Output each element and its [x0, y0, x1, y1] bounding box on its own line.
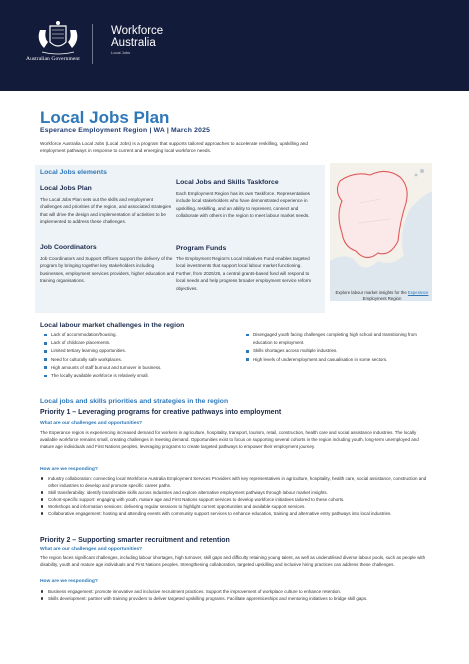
- list-item: Lack of childcare placements.: [44, 339, 234, 347]
- region-map: [330, 163, 432, 301]
- header-banner: [0, 0, 469, 91]
- list-item: Lack of accommodation/housing.: [44, 331, 234, 339]
- header-divider: [92, 24, 93, 64]
- map-caption-suffix: Employment Region: [362, 296, 402, 301]
- priority-2-title: Priority 2 – Supporting smarter recruitment and retention: [40, 537, 230, 544]
- elements-heading: Local Jobs elements: [40, 169, 107, 176]
- list-item: High amounts of staff burnout and turnover in business.: [44, 364, 234, 372]
- workforce-australia-logo: [111, 25, 163, 55]
- list-item: Need for culturally safe workplaces.: [44, 356, 234, 364]
- challenges-list-left: [44, 331, 234, 380]
- gov-name: Australian Government: [26, 56, 80, 62]
- brand-sub: Local Jobs: [111, 50, 131, 55]
- taskforce-title: Local Jobs and Skills Taskforce: [176, 179, 279, 186]
- page-subtitle: Esperance Employment Region | WA | March 2025: [40, 127, 211, 134]
- list-item: Industry collaboration: connecting local Workforce Australia Employment Services Providers with key representatives in agriculture, hospitality, health care, social assistance, construction and other industries to develop and promote specific career paths.: [40, 475, 428, 489]
- list-item: Skills shortages across multiple industries.: [246, 347, 432, 355]
- p1-challenges-text: The Esperance region is experiencing increased demand for workers in agriculture, hospitality, transport, tourism, retail, construction, health care and social assistance industries. The locally available workforce remains small, creating challenges in meeting demand. Opportunities exist to focus on supporting several cohorts in the region including youth, long-term unemployed and mature age individuals and First Nations peoples, leveraging programs to create targeted pathways to empower their employment journey.: [40, 430, 419, 449]
- p2-response-question: How are we responding?: [40, 579, 98, 584]
- p2-challenges-text: The region faces significant challenges, including labour shortages, high turnover, skill gaps and difficulty retaining young talent, as well as underutilised diverse labour pools, such as people with disability, youth and mature age individuals and First Nations peoples. Strengthening collaboration, targeted upskilling and inclusive hiring practices can address these challenges.: [40, 555, 426, 567]
- program-funds-text: The Employment Region's Local Initiatives Fund enables targeted local investments that support local labour market functioning. Further, from 2025/26, a central grants-based fund will respond to local needs and help progress broader employment service reform objectives.: [176, 256, 312, 291]
- list-item: Business engagement: promote innovative and inclusive recruitment practices. Support the improvement of workplace culture to enhance retention.: [40, 588, 428, 595]
- p1-response-question: How are we responding?: [40, 467, 98, 472]
- list-item: Skills development: partner with training providers to deliver targeted upskilling programs. Facilitate apprenticeships and mentoring initiatives to bridge skill gaps.: [40, 595, 428, 602]
- strategies-heading: Local jobs and skills priorities and strategies in the region: [40, 398, 229, 405]
- taskforce-text: Each Employment Region has its own Taskforce. Representatives include local stakeholders who have demonstrated experience in upskilling, reskilling, and an ability to represent, connect and collaborate with others in the region to meet labour market needs.: [176, 191, 310, 219]
- map-caption: [330, 290, 434, 302]
- p2-challenges-question: What are our challenges and opportunities?: [40, 547, 143, 552]
- plan-title: Local Jobs Plan: [40, 185, 92, 192]
- priority-1-title: Priority 1 – Leveraging programs for creative pathways into employment: [40, 409, 282, 416]
- challenges-heading: Local labour market challenges in the region: [40, 322, 185, 329]
- esperance-region-link[interactable]: Esperance: [407, 290, 429, 295]
- list-item: High levels of underemployment and casualisation in some sectors.: [246, 356, 432, 364]
- list-item: The locally available workforce is relatively small.: [44, 372, 234, 380]
- plan-text: The Local Jobs Plan sets out the skills and employment challenges and priorities of the region, and associated strategies that will drive the design and implementation of activities to be implemented to address these challenges.: [40, 197, 172, 225]
- p1-response-list: [40, 475, 428, 517]
- program-funds-title: Program Funds: [176, 245, 227, 252]
- list-item: Cohort-specific support: engaging with youth, mature age and First Nations support services to develop workforce initiatives tailored to these cohorts.: [40, 496, 428, 503]
- coordinators-title: Job Coordinators: [40, 244, 97, 251]
- intro-text: Workforce Australia Local Jobs (Local Jobs) is a program that supports tailored approaches to accelerate reskilling, upskilling and employment pathways in response to current and emerging local workforce needs.: [40, 141, 309, 153]
- brand-line-2: Australia: [111, 37, 156, 49]
- map-caption-prefix: Explore labour market insights for the: [335, 290, 407, 295]
- list-item: Disengaged youth facing challenges completing high school and transitioning from education to employment.: [246, 331, 432, 347]
- p1-challenges-question: What are our challenges and opportunities?: [40, 421, 143, 426]
- list-item: Skill transferability: identify transferable skills across industries and explore alternative employment pathways through labour market insights.: [40, 489, 428, 496]
- list-item: Collaborative engagement: hosting and attending events with community support services to enhance education, training and alternative entry pathways into local industries.: [40, 510, 428, 517]
- challenges-list-right: [246, 331, 432, 364]
- page-title: Local Jobs Plan: [40, 108, 170, 127]
- brand-line-1: Workforce: [111, 25, 164, 37]
- list-item: Limited tertiary learning opportunities.: [44, 347, 234, 355]
- coordinators-text: Job Coordinators and Support Officers support the delivery of the program by bringing together key stakeholders including businesses, employment services providers, higher education and training organisations.: [40, 256, 175, 284]
- p2-response-list: [40, 588, 428, 602]
- list-item: Workshops and information sessions: delivering regular sessions to highlight current opportunities and available support services.: [40, 503, 428, 510]
